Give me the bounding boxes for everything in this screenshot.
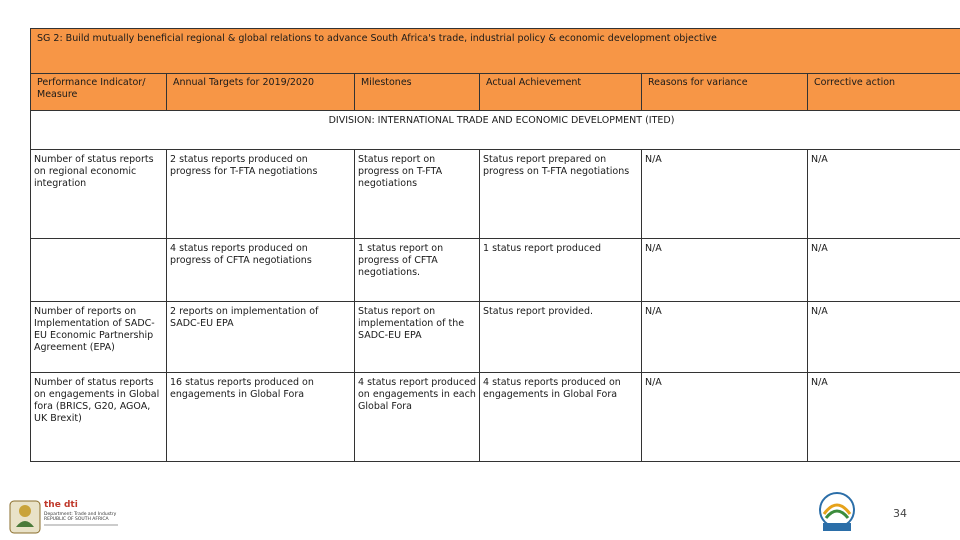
header-achievement: Actual Achievement: [480, 74, 642, 111]
milestone-cell: Status report on implementation of the SADC-EU EPA: [355, 302, 480, 373]
corrective-cell: N/A: [808, 302, 960, 373]
achievement-cell: Status report prepared on progress on T-FTA negotiations: [480, 150, 642, 239]
header-corrective: Corrective action: [808, 74, 960, 111]
dti-logo-subtext: Department: Trade and Industry REPUBLIC OF SOUTH AFRICA: [44, 512, 117, 522]
achievement-cell: 1 status report produced: [480, 239, 642, 302]
header-variance: Reasons for variance: [642, 74, 808, 111]
performance-table: [30, 28, 960, 462]
corrective-cell: N/A: [808, 150, 960, 239]
variance-cell: N/A: [642, 239, 808, 302]
table-row: [31, 150, 960, 239]
dti-logo-text: the dti: [44, 500, 78, 510]
achievement-cell: 4 status reports produced on engagements in Global Fora: [480, 373, 642, 462]
sg-objective-cell: SG 2: Build mutually beneficial regional & global relations to advance South Africa's trade, industrial policy & economic development objective: [31, 29, 960, 74]
variance-cell: N/A: [642, 302, 808, 373]
variance-cell: N/A: [642, 373, 808, 462]
corrective-cell: N/A: [808, 373, 960, 462]
milestone-cell: 1 status report on progress of CFTA negotiations.: [355, 239, 480, 302]
table-row: [31, 302, 960, 373]
achievement-cell: Status report provided.: [480, 302, 642, 373]
target-cell: 2 status reports produced on progress for T-FTA negotiations: [167, 150, 355, 239]
header-milestones: Milestones: [355, 74, 480, 111]
target-cell: 2 reports on implementation of SADC-EU EPA: [167, 302, 355, 373]
milestone-cell: 4 status report produced on engagements in each Global Fora: [355, 373, 480, 462]
milestone-cell: Status report on progress on T-FTA negotiations: [355, 150, 480, 239]
indicator-cell: Number of status reports on engagements in Global fora (BRICS, G20, AGOA, UK Brexit): [31, 373, 167, 462]
indicator-cell: Number of status reports on regional economic integration: [31, 150, 167, 239]
table-row: [31, 373, 960, 462]
target-cell: 4 status reports produced on progress of CFTA negotiations: [167, 239, 355, 302]
variance-cell: N/A: [642, 150, 808, 239]
header-indicator: Performance Indicator/ Measure: [31, 74, 167, 111]
division-banner: DIVISION: INTERNATIONAL TRADE AND ECONOMIC DEVELOPMENT (ITED): [31, 111, 960, 150]
table-row: [31, 239, 960, 302]
ndp-2030-logo: [814, 490, 860, 534]
header-target: Annual Targets for 2019/2020: [167, 74, 355, 111]
indicator-cell: [31, 239, 167, 302]
page-number: 34: [893, 507, 907, 520]
target-cell: 16 status reports produced on engagements in Global Fora: [167, 373, 355, 462]
indicator-cell: Number of reports on Implementation of SADC-EU Economic Partnership Agreement (EPA): [31, 302, 167, 373]
corrective-cell: N/A: [808, 239, 960, 302]
